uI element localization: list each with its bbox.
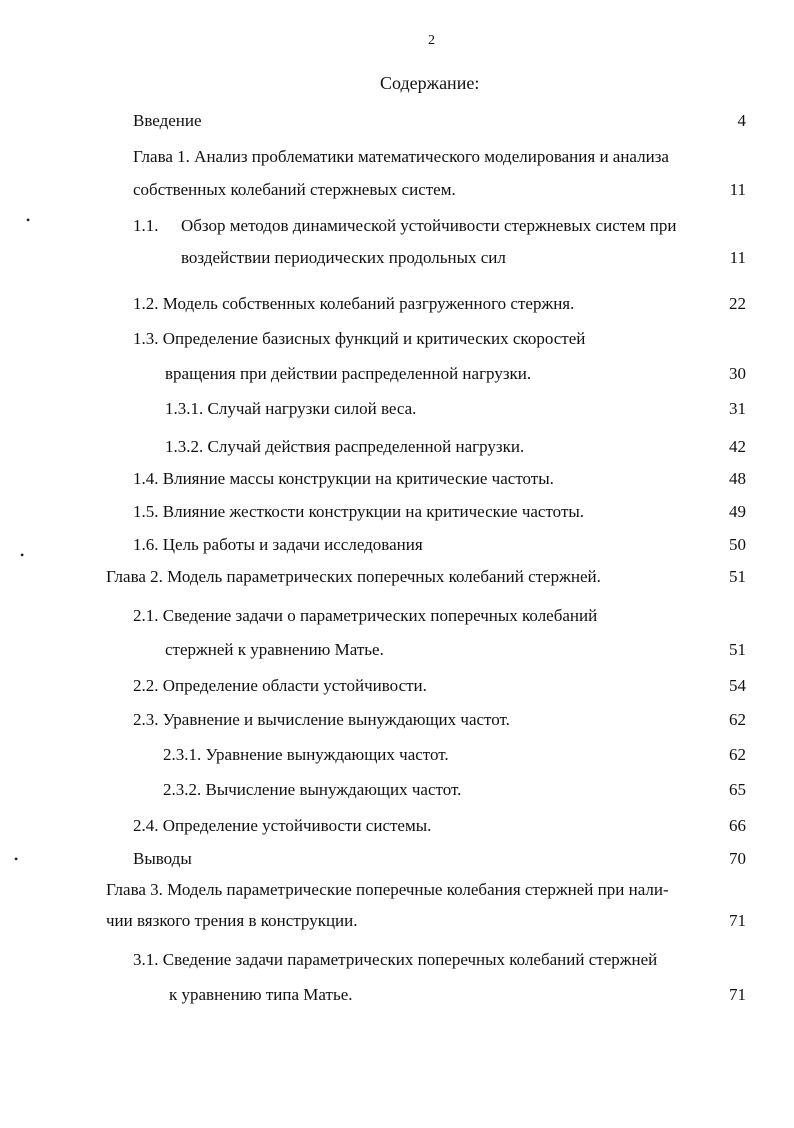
toc-entry: воздействии периодических продольных сил	[181, 248, 506, 267]
toc-page: 31	[729, 399, 746, 418]
toc-page: 11	[729, 248, 746, 267]
toc-entry: 1.4. Влияние массы конструкции на критические частоты.	[133, 469, 554, 488]
toc-entry: 2.1. Сведение задачи о параметрических поперечных колебаний	[133, 606, 598, 625]
toc-entry: стержней к уравнению Матье.	[165, 640, 384, 659]
toc-entry: собственных колебаний стержневых систем.	[133, 180, 456, 199]
toc-entry: вращения при действии распределенной нагрузки.	[165, 364, 532, 383]
toc-page: 62	[729, 745, 746, 764]
toc-entry-number: 1.1.	[133, 216, 159, 235]
toc-page: 54	[729, 676, 746, 695]
toc-entry: чии вязкого трения в конструкции.	[106, 911, 358, 930]
toc-entry: 1.6. Цель работы и задачи исследования	[133, 535, 423, 554]
toc-page: 71	[729, 985, 746, 1004]
toc-entry: 1.2. Модель собственных колебаний разгруженного стержня.	[133, 294, 575, 313]
toc-page: 4	[737, 111, 746, 130]
toc-page: 11	[729, 180, 746, 199]
scan-mark: •	[20, 548, 25, 562]
toc-entry: 2.3.2. Вычисление вынуждающих частот.	[163, 780, 462, 799]
scan-mark: •	[26, 213, 31, 227]
toc-entry: 1.3.2. Случай действия распределенной нагрузки.	[165, 437, 525, 456]
toc-page: 42	[729, 437, 746, 456]
toc-page: 51	[729, 640, 746, 659]
toc-title: Содержание:	[380, 73, 480, 93]
toc-entry: 1.3.1. Случай нагрузки силой веса.	[165, 399, 417, 418]
toc-entry: Глава 3. Модель параметрические поперечные колебания стержней при нали-	[106, 880, 669, 899]
toc-page: 71	[729, 911, 746, 930]
toc-page: 48	[729, 469, 746, 488]
toc-entry: 3.1. Сведение задачи параметрических поперечных колебаний стержней	[133, 950, 658, 969]
toc-entry: Введение	[133, 111, 202, 130]
toc-entry: Выводы	[133, 849, 192, 868]
toc-entry: 2.2. Определение области устойчивости.	[133, 676, 427, 695]
toc-page: 65	[729, 780, 746, 799]
toc-page: 70	[729, 849, 746, 868]
toc-entry: 2.4. Определение устойчивости системы.	[133, 816, 432, 835]
toc-page: 51	[729, 567, 746, 586]
toc-entry: 2.3. Уравнение и вычисление вынуждающих частот.	[133, 710, 510, 729]
toc-entry: Обзор методов динамической устойчивости стержневых систем при	[181, 216, 677, 235]
toc-entry: к уравнению типа Матье.	[169, 985, 353, 1004]
scan-mark: •	[14, 852, 19, 866]
page-number: 2	[428, 33, 435, 48]
toc-entry: Глава 2. Модель параметрических поперечных колебаний стержней.	[106, 567, 601, 586]
toc-page: 22	[729, 294, 746, 313]
toc-page: 50	[729, 535, 746, 554]
toc-entry: 1.5. Влияние жесткости конструкции на критические частоты.	[133, 502, 585, 521]
toc-page: 66	[729, 816, 746, 835]
toc-entry: 1.3. Определение базисных функций и критических скоростей	[133, 329, 586, 348]
toc-entry: 2.3.1. Уравнение вынуждающих частот.	[163, 745, 449, 764]
toc-page: 49	[729, 502, 746, 521]
toc-entry: Глава 1. Анализ проблематики математического моделирования и анализа	[133, 147, 669, 166]
toc-page: 62	[729, 710, 746, 729]
toc-page: 30	[729, 364, 746, 383]
